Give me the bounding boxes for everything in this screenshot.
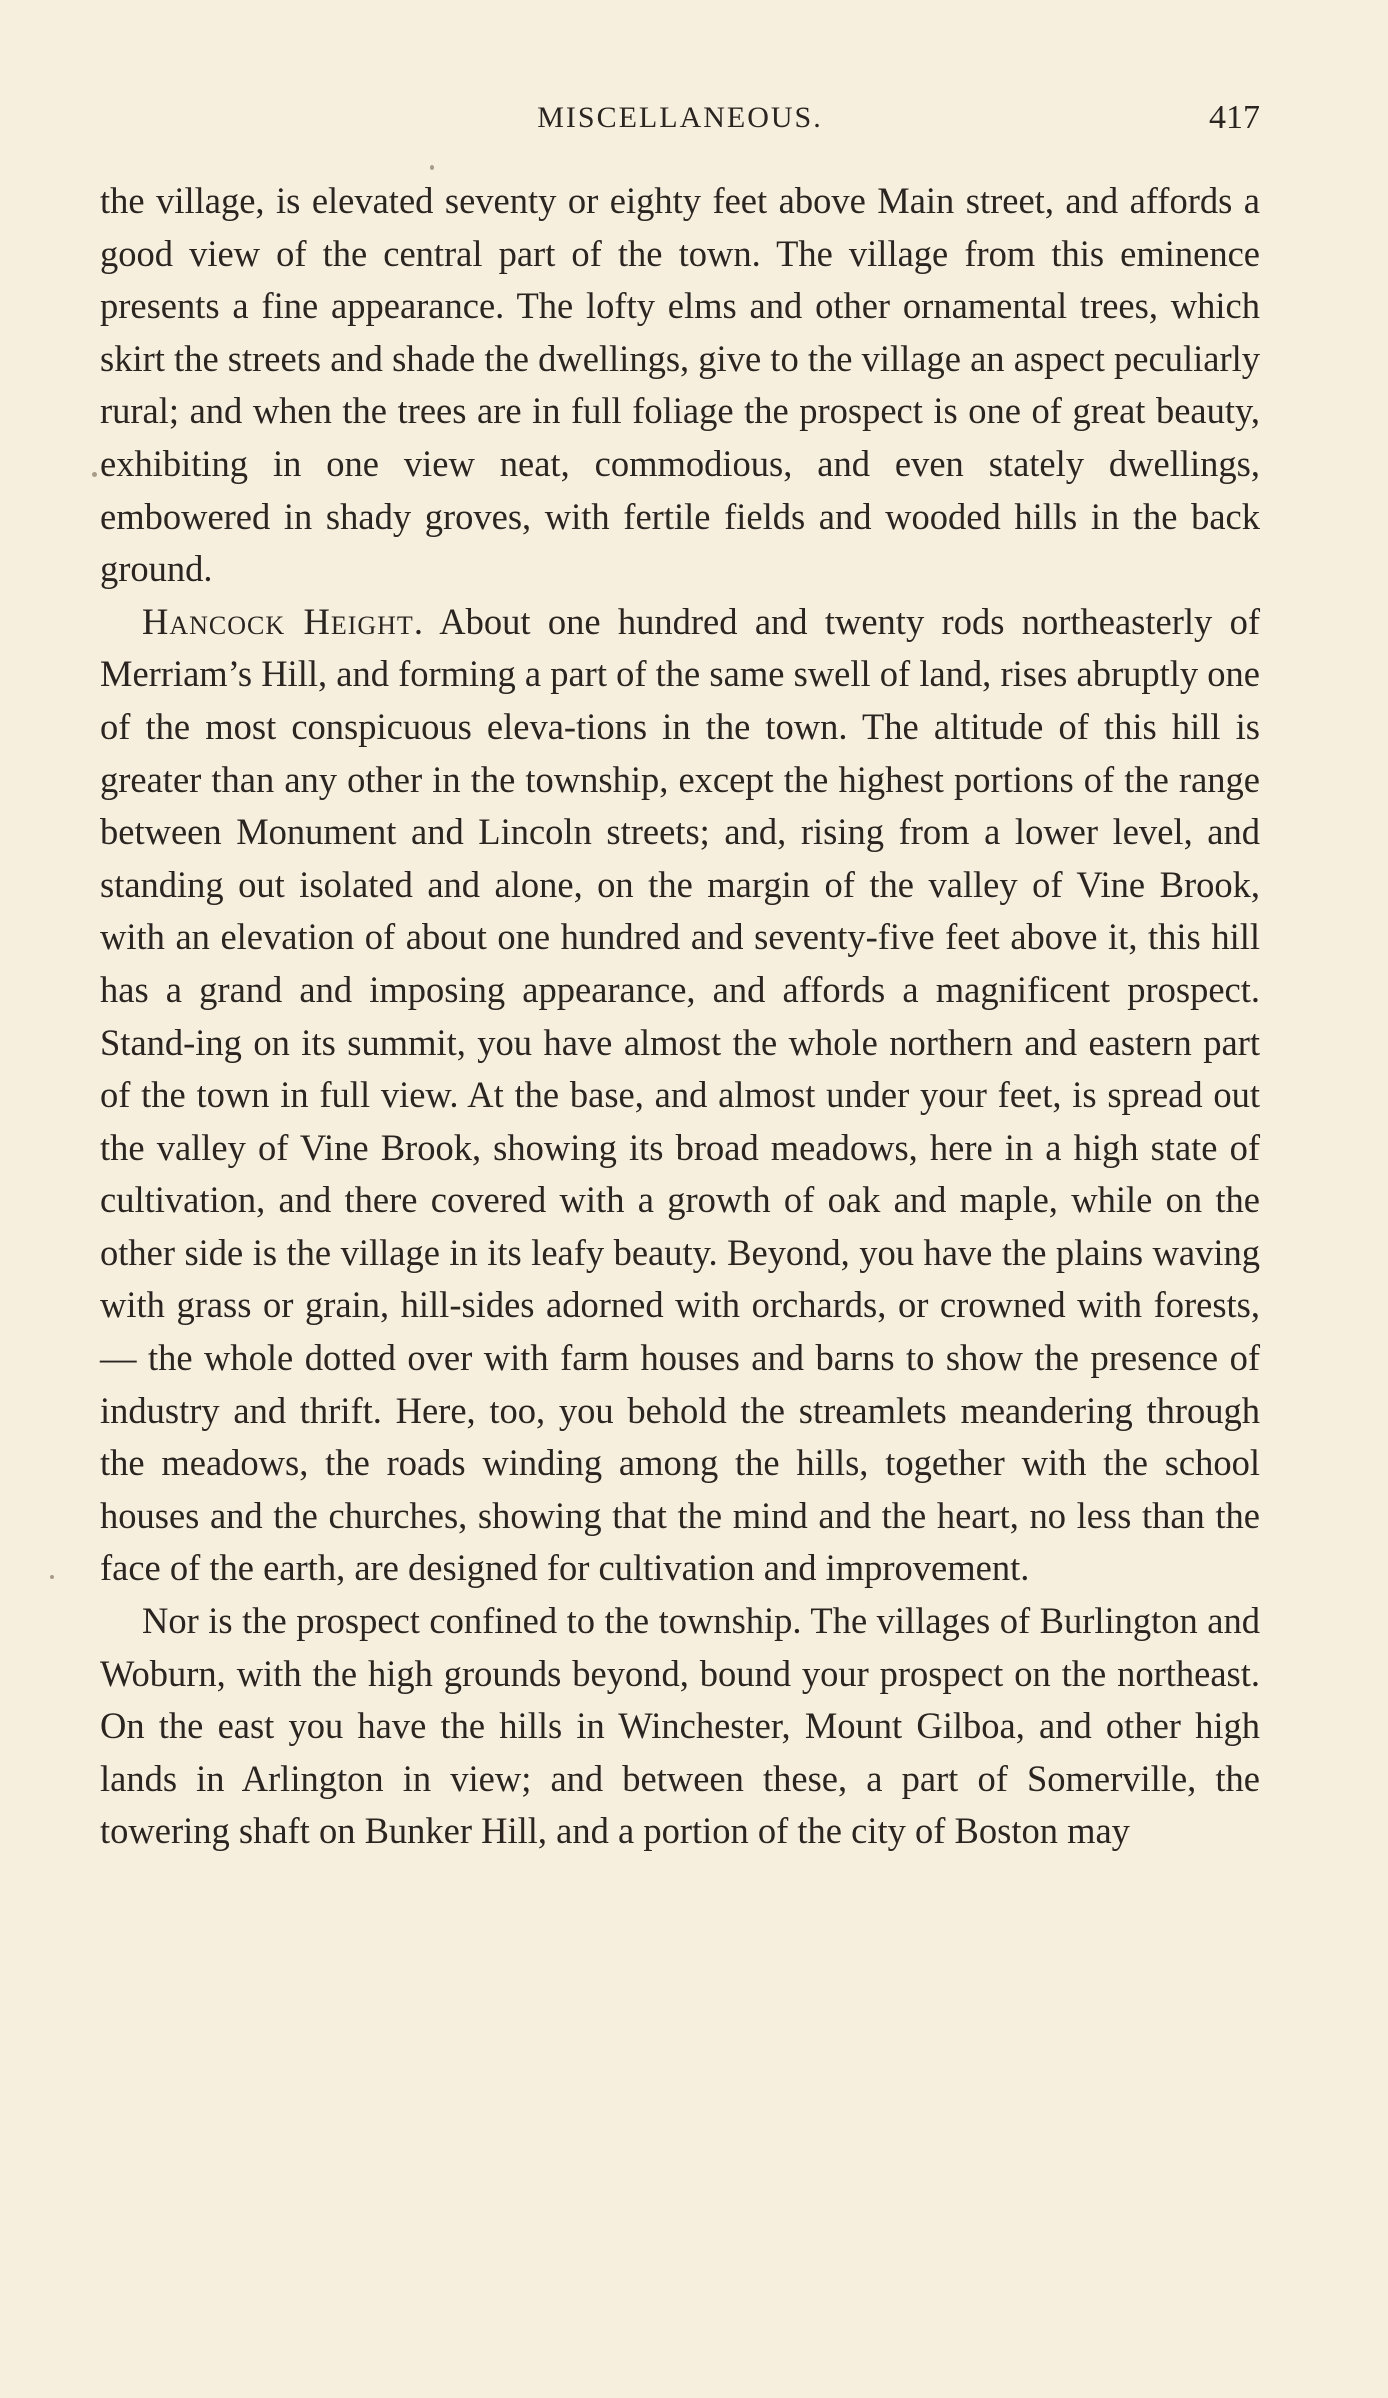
page-number: 417 [1209, 99, 1260, 136]
body-text [100, 175, 1260, 1858]
section-heading-hancock-height: Hancock Height. [142, 600, 424, 642]
paragraph-hancock-height-text: About one hundred and twenty rods northeasterly of Merriam’s Hill, and forming a part of the same swell of land, rises abruptly one of the most conspicuous eleva-tions in the town. The altitude of this hill is greater than any other in the township, except the highest portions of the range between Monument and Lincoln streets; and, rising from a lower level, and standing out isolated and alone, on the margin of the valley of Vine Brook, with an elevation of about one hundred and seventy-five feet above it, this hill has a grand and imposing appearance, and affords a magnificent prospect. Stand-ing on its summit, you have almost the whole northern and eastern part of the town in full view. At the base, and almost under your feet, is spread out the valley of Vine Brook, showing its broad meadows, here in a high state of cultivation, and there covered with a growth of oak and maple, while on the other side is the village in its leafy beauty. Beyond, you have the plains waving with grass or grain, hill-sides adorned with orchards, or crowned with forests, — the whole dotted over with farm houses and barns to show the presence of industry and thrift. Here, too, you behold the streamlets meandering through the meadows, the roads winding among the hills, together with the school houses and the churches, showing that the mind and the heart, no less than the face of the earth, are designed for cultivation and improvement. [100, 600, 1261, 1589]
paragraph-prospect: Nor is the prospect confined to the township. The villages of Burlington and Woburn, with the high grounds beyond, bound your prospect on the northeast. On the east you have the hills in Winchester, Mount Gilboa, and other high lands in Arlington in view; and between these, a part of Somerville, the towering shaft on Bunker Hill, and a portion of the city of Boston may [100, 1600, 1260, 1852]
running-title: MISCELLANEOUS. [537, 101, 823, 134]
paragraph-village-view: the village, is elevated seventy or eighty feet above Main street, and affords a good view of the central part of the town. The village from this eminence presents a fine appearance. The lofty elms and other ornamental trees, which skirt the streets and shade the dwellings, give to the village an aspect peculiarly rural; and when the trees are in full foliage the prospect is one of great beauty, exhibiting in one view neat, commodious, and even stately dwellings, embowered in shady groves, with fertile fields and wooded hills in the back ground. [100, 180, 1260, 590]
paragraph-hancock-height [100, 596, 1260, 1595]
paper-speck [92, 472, 97, 477]
paper-speck [430, 165, 434, 170]
running-head [100, 96, 1260, 140]
paper-speck [50, 1575, 54, 1579]
